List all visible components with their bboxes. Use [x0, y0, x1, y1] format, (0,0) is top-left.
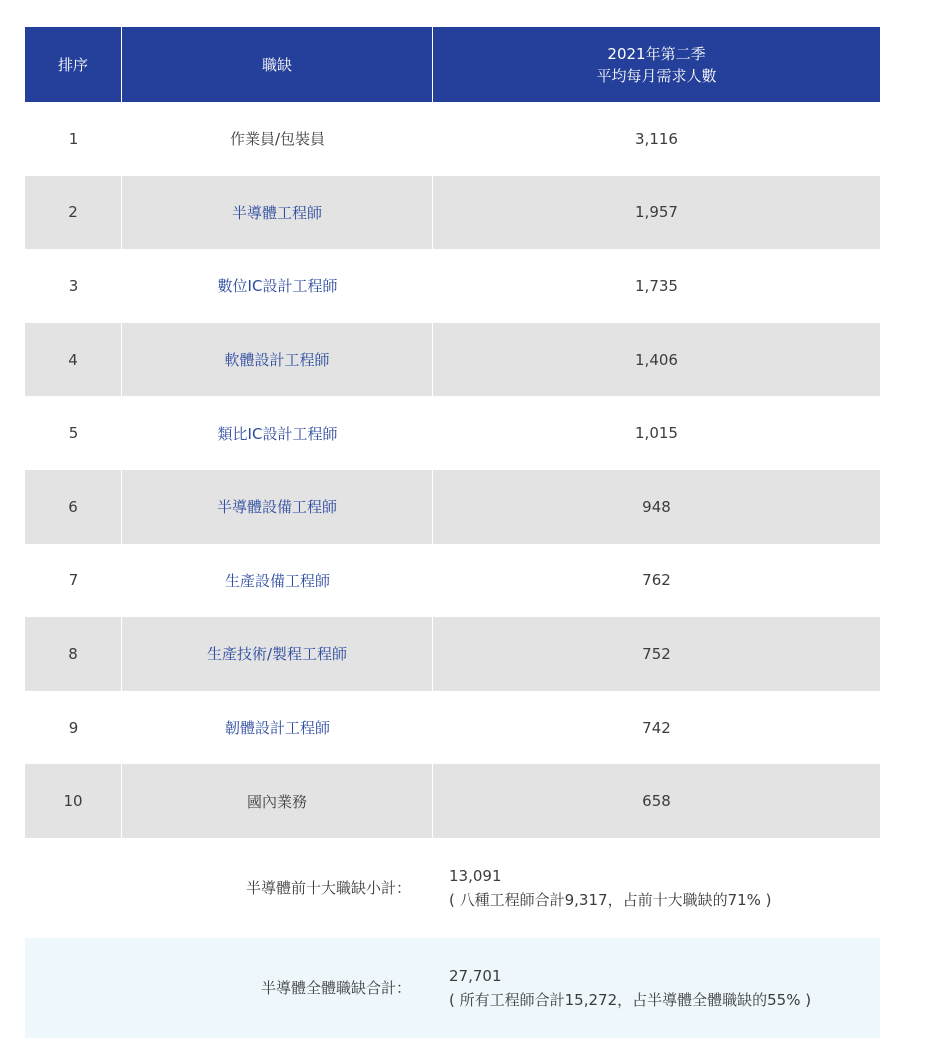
header-job: 職缺 [122, 27, 433, 102]
table-row [25, 691, 880, 765]
row-demand: 752 [642, 644, 671, 663]
row-demand: 1,735 [635, 276, 678, 295]
summary-top10 [25, 838, 880, 938]
table-header [25, 27, 880, 102]
job-demand-table [25, 27, 880, 1038]
row-rank: 2 [25, 176, 122, 250]
table-row [25, 323, 880, 397]
row-rank: 8 [25, 617, 122, 691]
row-job: 國內業務 [122, 764, 433, 838]
row-demand: 742 [642, 718, 671, 737]
row-job: 生產設備工程師 [224, 571, 330, 590]
row-demand: 1,957 [635, 203, 678, 222]
row-rank: 7 [68, 571, 79, 590]
row-demand: 762 [642, 571, 671, 590]
header-demand-line2: 平均每月需求人數 [596, 66, 717, 85]
row-rank: 9 [68, 718, 79, 737]
row-job: 數位IC設計工程師 [217, 277, 338, 296]
row-rank: 6 [25, 470, 122, 544]
summary-total [25, 938, 880, 1038]
row-demand: 3,116 [635, 129, 678, 148]
row-job: 生產技術/製程工程師 [122, 617, 433, 691]
row-job: 軟體設計工程師 [122, 323, 433, 397]
summary-total-label: 半導體全體職缺合計： [260, 979, 411, 998]
table-row [25, 470, 880, 544]
row-demand: 1,015 [635, 424, 678, 443]
row-rank: 3 [68, 276, 79, 295]
row-job: 韌體設計工程師 [224, 719, 330, 738]
table-row [25, 102, 880, 176]
summary-total-value-block [433, 938, 880, 1038]
row-rank: 5 [68, 424, 79, 443]
row-demand: 1,406 [635, 350, 678, 369]
row-job: 半導體工程師 [122, 176, 433, 250]
table-row [25, 764, 880, 838]
summary-top10-note: ( 八種工程師合計9,317，占前十大職缺的71% ) [449, 890, 772, 909]
header-rank: 排序 [25, 27, 122, 102]
table-row [25, 396, 880, 470]
summary-total-value: 27,701 [449, 966, 502, 985]
row-job: 作業員/包裝員 [229, 130, 326, 149]
row-rank: 10 [25, 764, 122, 838]
summary-total-note: ( 所有工程師合計15,272，占半導體全體職缺的55% ) [449, 990, 812, 1009]
summary-top10-value: 13,091 [449, 866, 502, 885]
table-row [25, 249, 880, 323]
table-row [25, 617, 880, 691]
table-row [25, 176, 880, 250]
row-rank: 4 [25, 323, 122, 397]
table-row [25, 544, 880, 618]
row-demand: 658 [642, 792, 671, 811]
summary-top10-label: 半導體前十大職缺小計： [245, 879, 411, 898]
header-demand [433, 27, 880, 102]
row-demand: 948 [642, 497, 671, 516]
row-job: 半導體設備工程師 [122, 470, 433, 544]
header-demand-line1: 2021年第二季 [607, 44, 706, 63]
summary-top10-value-block [433, 838, 880, 938]
row-rank: 1 [68, 129, 79, 148]
row-job: 類比IC設計工程師 [217, 424, 338, 443]
